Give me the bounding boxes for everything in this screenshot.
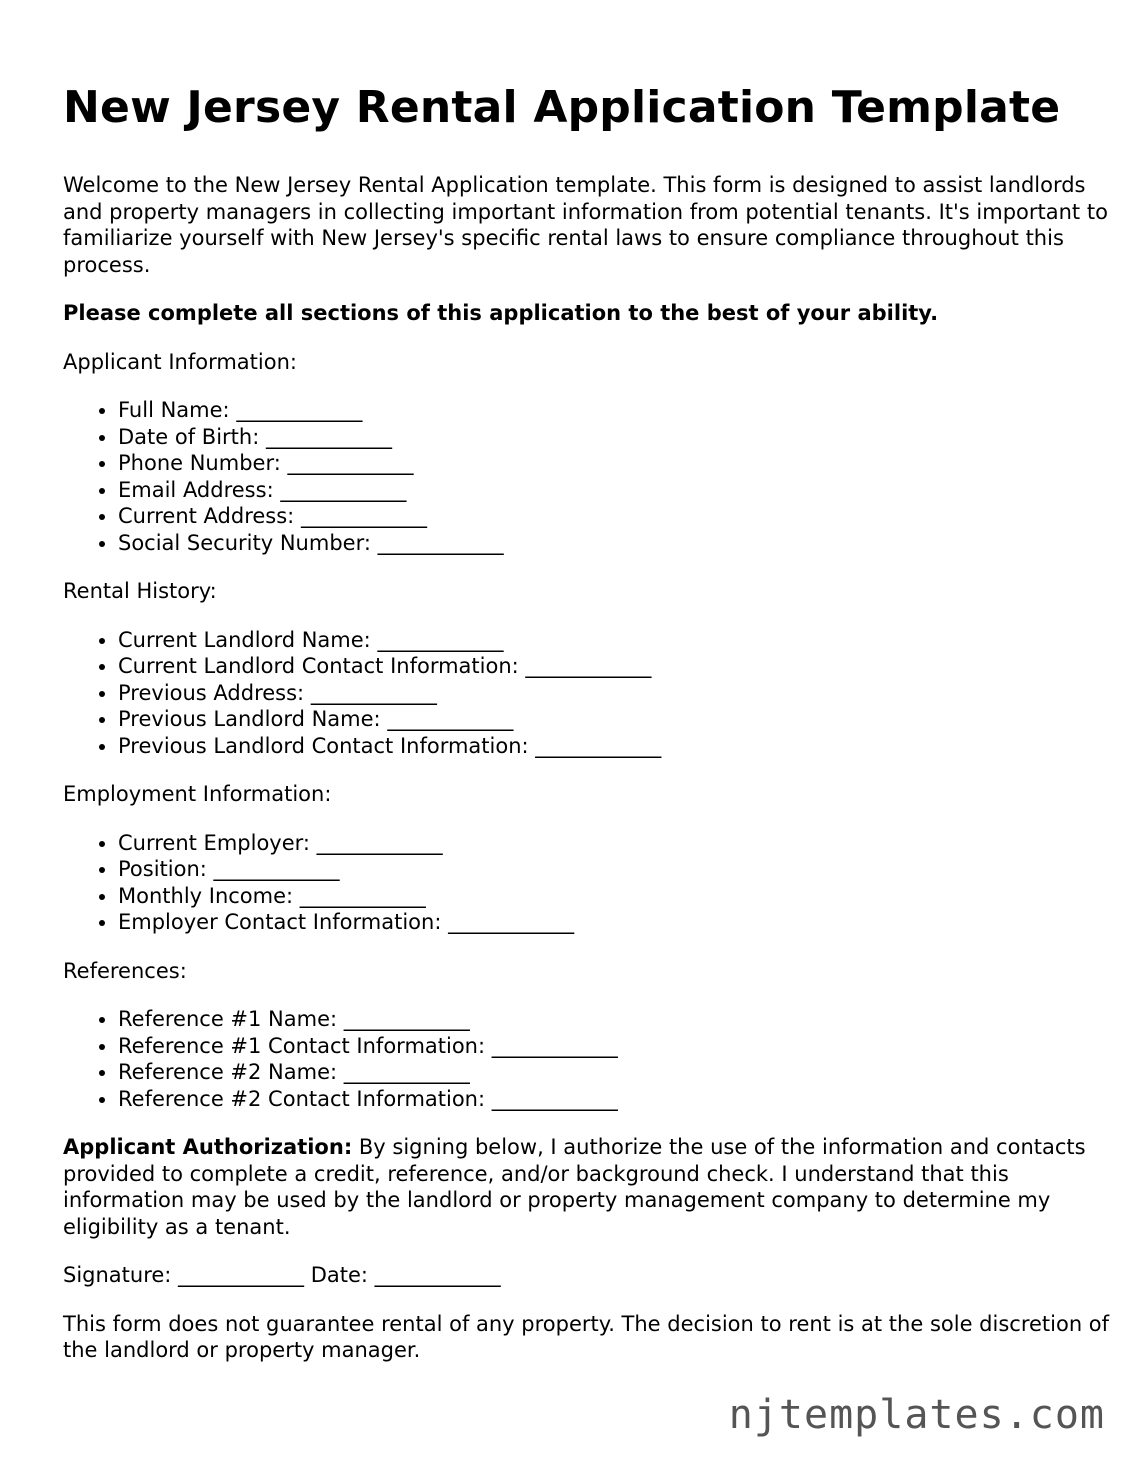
form-field-item (118, 1033, 1113, 1060)
field-blank-line: ____________ (343, 1060, 470, 1084)
form-field-item (118, 653, 1113, 680)
field-label: Monthly Income: (118, 883, 294, 908)
field-blank-line: ____________ (387, 707, 514, 731)
form-field-item (118, 883, 1113, 910)
authorization-text: By signing below, I authorize the use of the information and contacts provided to complete a credit, reference, and/or background check. I understand that this information may be used by the landlord or property management company to determine my eligibility as a tenant. (63, 1135, 1086, 1239)
field-blank-line: ____________ (287, 451, 414, 475)
employment-field-list (63, 830, 1113, 936)
instruction-text: Please complete all sections of this application to the best of your ability. (63, 301, 939, 325)
references-field-list (63, 1006, 1113, 1112)
watermark-logo: njtemplates.com (728, 1392, 1105, 1438)
form-field-item (118, 706, 1113, 733)
field-blank-line: ____________ (343, 1007, 470, 1031)
form-field-item (118, 397, 1113, 424)
field-blank-line: ____________ (491, 1033, 618, 1058)
field-label: Social Security Number: (118, 530, 371, 555)
field-label: Reference #1 Contact Information: (118, 1033, 486, 1058)
intro-paragraph: Welcome to the New Jersey Rental Application template. This form is designed to assist landlords and property managers in collecting important information from potential tenants. It's important to familiarize yourself with New Jersey's specific rental laws to ensure compliance throughout this process. (63, 173, 1108, 277)
authorization-paragraph (63, 1134, 1113, 1240)
form-field-item (118, 1006, 1113, 1033)
field-blank-line: ____________ (299, 883, 426, 908)
form-field-item (118, 856, 1113, 883)
field-blank-line: ____________ (377, 627, 504, 652)
field-label: Previous Address: (118, 680, 305, 705)
form-field-item (118, 1059, 1113, 1086)
form-field-item (118, 680, 1113, 707)
field-label: Position: (118, 857, 207, 881)
field-blank-line: ____________ (377, 530, 504, 555)
field-label: Reference #2 Name: (118, 1060, 338, 1084)
field-label: Employer Contact Information: (118, 910, 442, 934)
page-title: New Jersey Rental Application Template (63, 82, 1061, 133)
form-field-item (118, 450, 1113, 477)
field-label: Previous Landlord Name: (118, 707, 381, 731)
form-field-item (118, 627, 1113, 654)
field-blank-line: ____________ (525, 654, 652, 678)
form-field-item (118, 530, 1113, 557)
form-field-item (118, 1086, 1113, 1113)
field-blank-line: ____________ (310, 680, 437, 705)
field-blank-line: ____________ (300, 504, 427, 528)
form-field-item (118, 503, 1113, 530)
field-label: Current Address: (118, 504, 295, 528)
field-blank-line: ____________ (316, 830, 443, 855)
field-blank-line: ____________ (535, 733, 662, 758)
disclaimer-paragraph: This form does not guarantee rental of any property. The decision to rent is at the sole discretion of the landlord or property manager. (63, 1311, 1110, 1362)
signature-line: Signature: ____________ Date: ____________ (63, 1263, 501, 1287)
employment-section-label: Employment Information: (63, 782, 332, 806)
form-field-item (118, 830, 1113, 857)
field-label: Current Landlord Name: (118, 627, 371, 652)
form-field-item (118, 733, 1113, 760)
field-label: Reference #1 Name: (118, 1007, 338, 1031)
field-label: Reference #2 Contact Information: (118, 1086, 486, 1111)
field-blank-line: ____________ (236, 398, 363, 422)
field-label: Current Employer: (118, 830, 310, 855)
field-label: Full Name: (118, 398, 230, 422)
field-blank-line: ____________ (491, 1086, 618, 1111)
references-section-label: References: (63, 958, 187, 983)
field-label: Current Landlord Contact Information: (118, 654, 519, 678)
field-blank-line: ____________ (280, 477, 407, 502)
field-label: Email Address: (118, 477, 274, 502)
field-blank-line: ____________ (213, 857, 340, 881)
field-blank-line: ____________ (448, 910, 575, 934)
form-field-item (118, 909, 1113, 936)
rental-section-label: Rental History: (63, 579, 217, 603)
authorization-label: Applicant Authorization: (63, 1135, 353, 1159)
form-field-item (118, 477, 1113, 504)
document-page (63, 80, 1113, 1386)
field-label: Previous Landlord Contact Information: (118, 733, 529, 758)
field-blank-line: ____________ (265, 424, 392, 449)
field-label: Phone Number: (118, 451, 281, 475)
applicant-section-label: Applicant Information: (63, 349, 297, 374)
form-field-item (118, 424, 1113, 451)
rental-field-list (63, 627, 1113, 760)
field-label: Date of Birth: (118, 424, 260, 449)
applicant-field-list (63, 397, 1113, 556)
